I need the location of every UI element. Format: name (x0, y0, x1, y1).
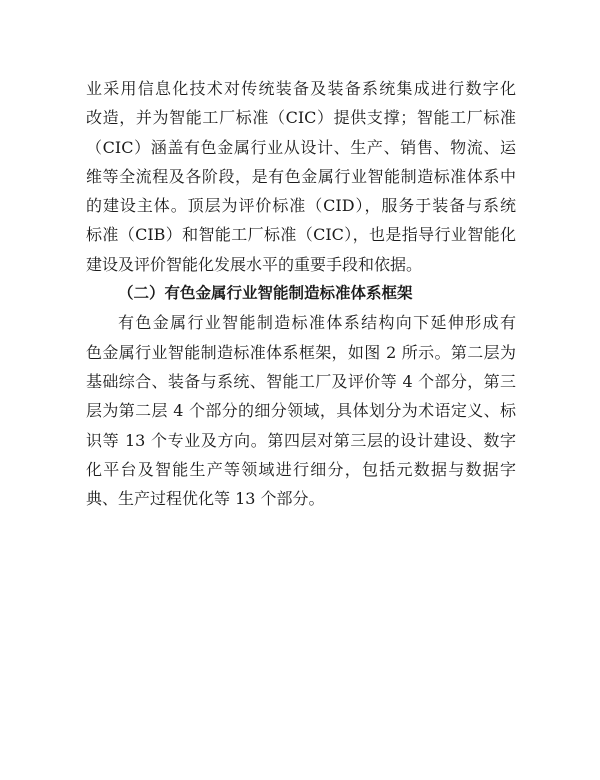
paragraph-line: （CIC）涵盖有色金属行业从设计、生产、销售、物流、运 (86, 137, 516, 157)
paragraph-line: 维等全流程及各阶段，是有色金属行业智能制造标准体系中 (86, 166, 516, 186)
paragraph-1 (86, 74, 516, 279)
paragraph-2 (86, 308, 516, 513)
paragraph-line: 标准（CIB）和智能工厂标准（CIC），也是指导行业智能化 (86, 225, 516, 245)
paragraph-line: 识等 13 个专业及方向。第四层对第三层的设计建设、数字 (86, 430, 516, 450)
document-body (86, 74, 516, 513)
paragraph-line: 基础综合、装备与系统、智能工厂及评价等 4 个部分，第三 (86, 371, 516, 391)
paragraph-line: 有色金属行业智能制造标准体系结构向下延伸形成有 (118, 313, 516, 333)
section-heading: （二）有色金属行业智能制造标准体系框架 (118, 284, 413, 303)
paragraph-line: 层为第二层 4 个部分的细分领域，具体划分为术语定义、标 (86, 401, 516, 421)
paragraph-line: 色金属行业智能制造标准体系框架，如图 2 所示。第二层为 (86, 342, 516, 362)
paragraph-line: 改造，并为智能工厂标准（CIC）提供支撑；智能工厂标准 (86, 108, 516, 128)
paragraph-line: 业采用信息化技术对传统装备及装备系统集成进行数字化 (86, 79, 516, 98)
paragraph-line: 建设及评价智能化发展水平的重要手段和依据。 (86, 254, 423, 274)
paragraph-line: 的建设主体。顶层为评价标准（CID），服务于装备与系统 (86, 196, 516, 216)
paragraph-line: 化平台及智能生产等领域进行细分，包括元数据与数据字 (86, 459, 516, 479)
paragraph-line: 典、生产过程优化等 13 个部分。 (86, 489, 325, 509)
